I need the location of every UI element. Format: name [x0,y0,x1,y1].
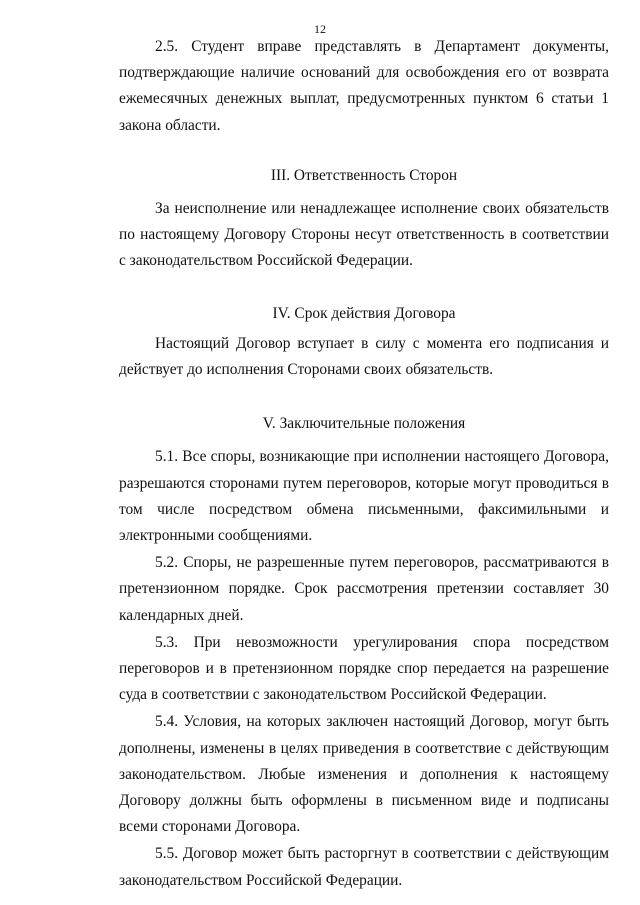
clause-5-5: 5.5. Договор может быть расторгнут в соответствии с действующим законодательством Российской Федерации. [119,845,609,889]
section-3-heading: III. Ответственность Сторон [270,166,458,184]
clause-5-3: 5.3. При невозможности урегулирования спора посредством переговоров и в претензионном порядке спор передается на разрешение суда в соответствии с законодательством Российской Федерации. [119,633,609,704]
section-4-heading: IV. Срок действия Договора [272,304,456,322]
clause-5-2: 5.2. Споры, не разрешенные путем переговоров, рассматриваются в претензионном порядке. Срок рассмотрения претензии составляет 30 календарных дней. [119,554,609,624]
clause-5-1: 5.1. Все споры, возникающие при исполнении настоящего Договора, разрешаются сторонами путем переговоров, которые могут проводиться в том числе посредством обмена письменными, факсимильными и электронными сообщениями. [119,448,609,545]
section-5-heading: V. Заключительные положения [262,415,466,433]
clause-5-4: 5.4. Условия, на которых заключен настоящий Договор, могут быть дополнены, изменены в целях приведения в соответствие с действующим законодательством. Любые изменения и дополнения к настоящему Договору должны быть оформлены в письменном виде и подписаны всеми сторонами Договора. [119,713,609,836]
section-3-text: За неисполнение или ненадлежащее исполнение своих обязательств по настоящему Договору Стороны несут ответственность в соответствии с законодательством Российской Федерации. [119,200,609,270]
document-body [119,34,609,894]
clause-2-5: 2.5. Студент вправе представлять в Департамент документы, подтверждающие наличие оснований для освобождения его от возврата ежемесячных денежных выплат, предусмотренных пунктом 6 статьи 1 закона области. [119,38,609,134]
section-4-text: Настоящий Договор вступает в силу с момента его подписания и действует до исполнения Сторонами своих обязательств. [119,334,609,379]
page-number: 12 [314,22,326,36]
